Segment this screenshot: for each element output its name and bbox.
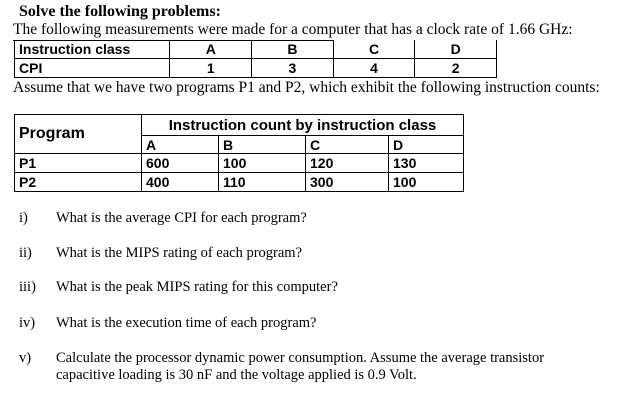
cpi-table bbox=[14, 40, 497, 78]
p1-count-b: 100 bbox=[219, 154, 306, 173]
question-text: What is the peak MIPS rating for this computer? bbox=[56, 279, 338, 295]
question-text: What is the execution time of each program? bbox=[56, 315, 317, 331]
instruction-count-table bbox=[14, 114, 464, 192]
cpi-value-row bbox=[15, 59, 497, 78]
table-row bbox=[15, 173, 464, 192]
table-row bbox=[15, 154, 464, 173]
program-header: Program bbox=[15, 115, 142, 154]
cpi-header-b: B bbox=[252, 40, 334, 59]
program-p2-label: P2 bbox=[15, 173, 142, 192]
cpi-header-c: C bbox=[333, 40, 415, 59]
cpi-row-label: CPI bbox=[15, 59, 170, 78]
cpi-header-label: Instruction class bbox=[15, 40, 170, 59]
question-text: What is the MIPS rating of each program? bbox=[56, 245, 303, 261]
program-p1-label: P1 bbox=[15, 154, 142, 173]
cpi-header-d: D bbox=[415, 40, 497, 59]
p2-count-a: 400 bbox=[142, 173, 219, 192]
group-header: Instruction count by instruction class bbox=[142, 115, 464, 136]
class-header-c: C bbox=[306, 136, 389, 154]
question-text: What is the average CPI for each program? bbox=[56, 210, 307, 226]
question-number: ii) bbox=[19, 245, 32, 261]
cpi-header-row bbox=[15, 40, 497, 59]
assume-text: Assume that we have two programs P1 and P2, which exhibit the following instruction counts: bbox=[13, 79, 600, 96]
class-header-a: A bbox=[142, 136, 219, 154]
count-group-header-row bbox=[15, 115, 464, 136]
class-header-d: D bbox=[389, 136, 464, 154]
cpi-value-b: 3 bbox=[252, 59, 334, 78]
question-number: iv) bbox=[19, 315, 36, 331]
cpi-value-a: 1 bbox=[170, 59, 252, 78]
p1-count-a: 600 bbox=[142, 154, 219, 173]
page-title: Solve the following problems: bbox=[19, 3, 221, 20]
p2-count-c: 300 bbox=[306, 173, 389, 192]
p1-count-c: 120 bbox=[306, 154, 389, 173]
p2-count-d: 100 bbox=[389, 173, 464, 192]
question-number: i) bbox=[19, 210, 28, 226]
intro-text: The following measurements were made for a computer that has a clock rate of 1.66 GHz: bbox=[13, 21, 573, 38]
cpi-value-d: 2 bbox=[415, 59, 497, 78]
question-number: iii) bbox=[19, 279, 36, 295]
cpi-header-a: A bbox=[170, 40, 252, 59]
question-number: v) bbox=[19, 350, 32, 366]
class-header-b: B bbox=[219, 136, 306, 154]
p1-count-d: 130 bbox=[389, 154, 464, 173]
cpi-value-c: 4 bbox=[333, 59, 415, 78]
question-text: Calculate the processor dynamic power consumption. Assume the average transistor capacitive loading is 30 nF and the voltage applied is 0.9 Volt. bbox=[56, 350, 545, 383]
p2-count-b: 110 bbox=[219, 173, 306, 192]
